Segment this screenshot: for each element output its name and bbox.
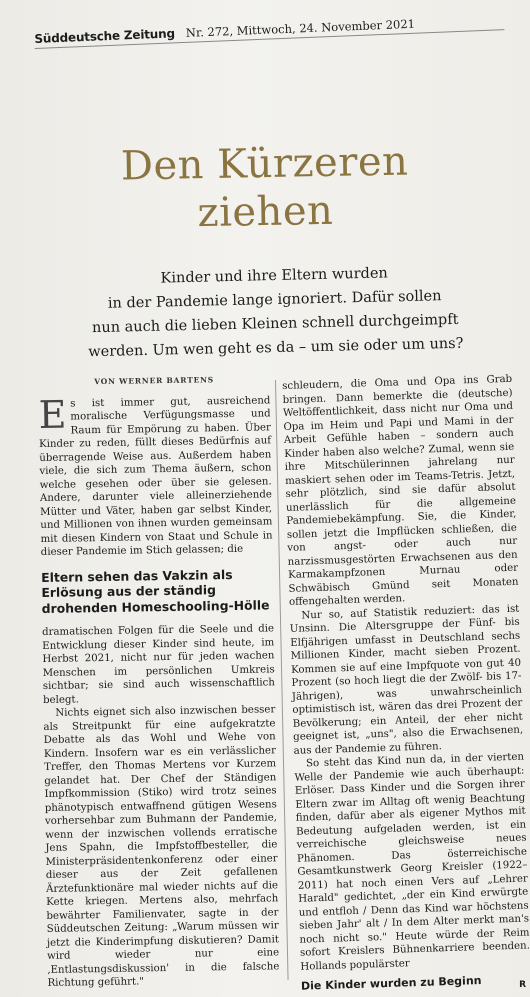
- headline-line-1: Den Kürzeren: [120, 138, 409, 190]
- headline-line-2: ziehen: [197, 187, 334, 237]
- right-column: [282, 373, 530, 994]
- right-paragraph-1: schleudern, die Oma und Opa ins Grab bringen. Dann bemerkte die (deutsche) Weltöffentlichkeit, dass nicht nur Oma und Opa im Heim und Papi und Mami in der Arbeit Gefühle haben – sondern auch Kinder haben also welche? Zumal, wenn sie ihre Mitschülerinnen jahrelang nur maskiert sehen oder im Teams-Tetris. Jetzt, sehr plötzlich, sind sie dafür absolut unerlässlich für die allgemeine Pandemiebekämpfung. Sie, die Kinder, sollen jetzt die Impflücken schließen, die von angst- oder auch nur narzissmusgestörten Erwachsenen aus den Karmakampfzonen Murnau oder Schwäbisch Gmünd seit Monaten offengehalten werden.: [282, 373, 519, 608]
- deck-line-1: Kinder und ihre Eltern wurden: [160, 265, 388, 287]
- left-paragraph-3: Nichts eignet sich also inzwischen besser als Streitpunkt für eine aufgekratzte Debatte als das Wohl und Wehe von Kindern. Insofern war es ein verlässlicher Treffer, den Thomas Mertens vor Kurzem gelandet hat. Der Chef der Ständigen Impfkommission (Stiko) wird trotz seines phänotypisch entwaffnend gütigen Wesens vorhersehbar zum Buhmann der Pandemie, wenn der inzwischen vollends erratische Jens Spahn, die Impfstoffbesteller, die Ministerpräsidentenkonferenz oder einer dieser aus der Zeit gefallenen Ärztefunktionäre mal wieder nichts auf die Kette kriegen. Mertens also, mehrfach bewährter Familienvater, sagte in der Süddeutschen Zeitung: „Warum müssen wir jetzt die Kinderimpfung diskutieren? Damit wird wieder nur eine ‚Entlastungsdiskussion' in die falsche Richtung geführt.": [43, 704, 280, 989]
- headline: [0, 135, 530, 240]
- right-paragraph-3: So steht das Kind nun da, in der vierten Welle der Pandemie wie auch überhaupt: Erlöser. Dass Kinder und die Sorgen ihrer Eltern zwar im Alltag oft wenig Beachtung finden, dafür aber als eigener Mythos mit Bedeutung aufgeladen werden, ist ein verreichische gleichsweise neues Phänomen. Das österreichische Gesamtkunstwerk Georg Kreisler (1922–2011) hat noch einen Vers auf „Lehrer Harald" gedichtet, „der ein Kind erwürgte und entfloh / Denn das Kind war höchstens sieben Jahr' alt / In dem Alter merkt man's noch nicht so." Heute würde der Reim sofort Kreislers Bühnenkarriere beenden. Hollands populärster: [294, 751, 530, 973]
- byline: VON WERNER BARTENS: [94, 375, 215, 387]
- newspaper-brand: Süddeutsche Zeitung: [34, 26, 176, 46]
- deck-line-4: werden. Um wen geht es da – um sie oder um uns?: [88, 335, 464, 361]
- subheading-left: Eltern sehen das Vakzin als Erlösung aus der ständig drohenden Homeschooling-Hölle: [41, 566, 270, 616]
- deck-line-3: nun auch die lieben Kleinen schnell durchgeimpft: [91, 311, 459, 337]
- opening-paragraph-text: s ist immer gut, ausreichend moralische Verfügungsmasse und Raum für Empörung zu haben. Über Kinder zu reden, füllt dieses Bedürfnis auf überragende Weise aus. Außerdem haben viele, die sich zum Thema äußern, schon welche gesehen oder über sie gelesen. Andere, darunter viele alleinerziehende Mütter und Väter, haben gar selbst Kinder, und Millionen von ihnen wurden gemeinsam mit diesen Kindern von Staat und Schule in dieser Pandemie im Stich gelassen; die: [38, 394, 273, 558]
- deck-line-2: in der Pandemie lange ignoriert. Dafür sollen: [107, 288, 442, 312]
- issue-info: Nr. 272, Mittwoch, 24. November 2021: [185, 16, 416, 40]
- left-paragraph-2: dramatischen Folgen für die Seele und die Entwicklung dieser Kinder sind heute, im Herbst 2021, nicht nur für jeden wachen Menschen im persönlichen Umkreis sichtbar; sie sind auch wissenschaftlich belegt.: [41, 623, 275, 706]
- subheading-right: Die Kinder wurden zu Beginn: [300, 974, 482, 993]
- left-column: [38, 372, 280, 990]
- opening-paragraph: [38, 394, 273, 560]
- adjacent-page-edge-letter: R: [519, 980, 526, 990]
- masthead: [34, 9, 505, 68]
- article-deck: [39, 259, 511, 366]
- dropcap: E: [38, 392, 67, 437]
- right-paragraph-2: Nur so, auf Statistik reduziert: das ist Unsinn. Die Altersgruppe der Fünf- bis Elfjährigen umfasst in Deutschland sechs Millionen Kinder, macht sieben Prozent. Kommen sie auf eine Impfquote von gut 40 Prozent (so hoch liegt die der Zwölf- bis 17-Jährigen), was unwahrscheinlich optimistisch ist, wären das drei Prozent der Bevölkerung; ein Anteil, der eher nicht geeignet ist, „uns", also die Erwachsenen, aus der Pandemie zu führen.: [289, 603, 524, 757]
